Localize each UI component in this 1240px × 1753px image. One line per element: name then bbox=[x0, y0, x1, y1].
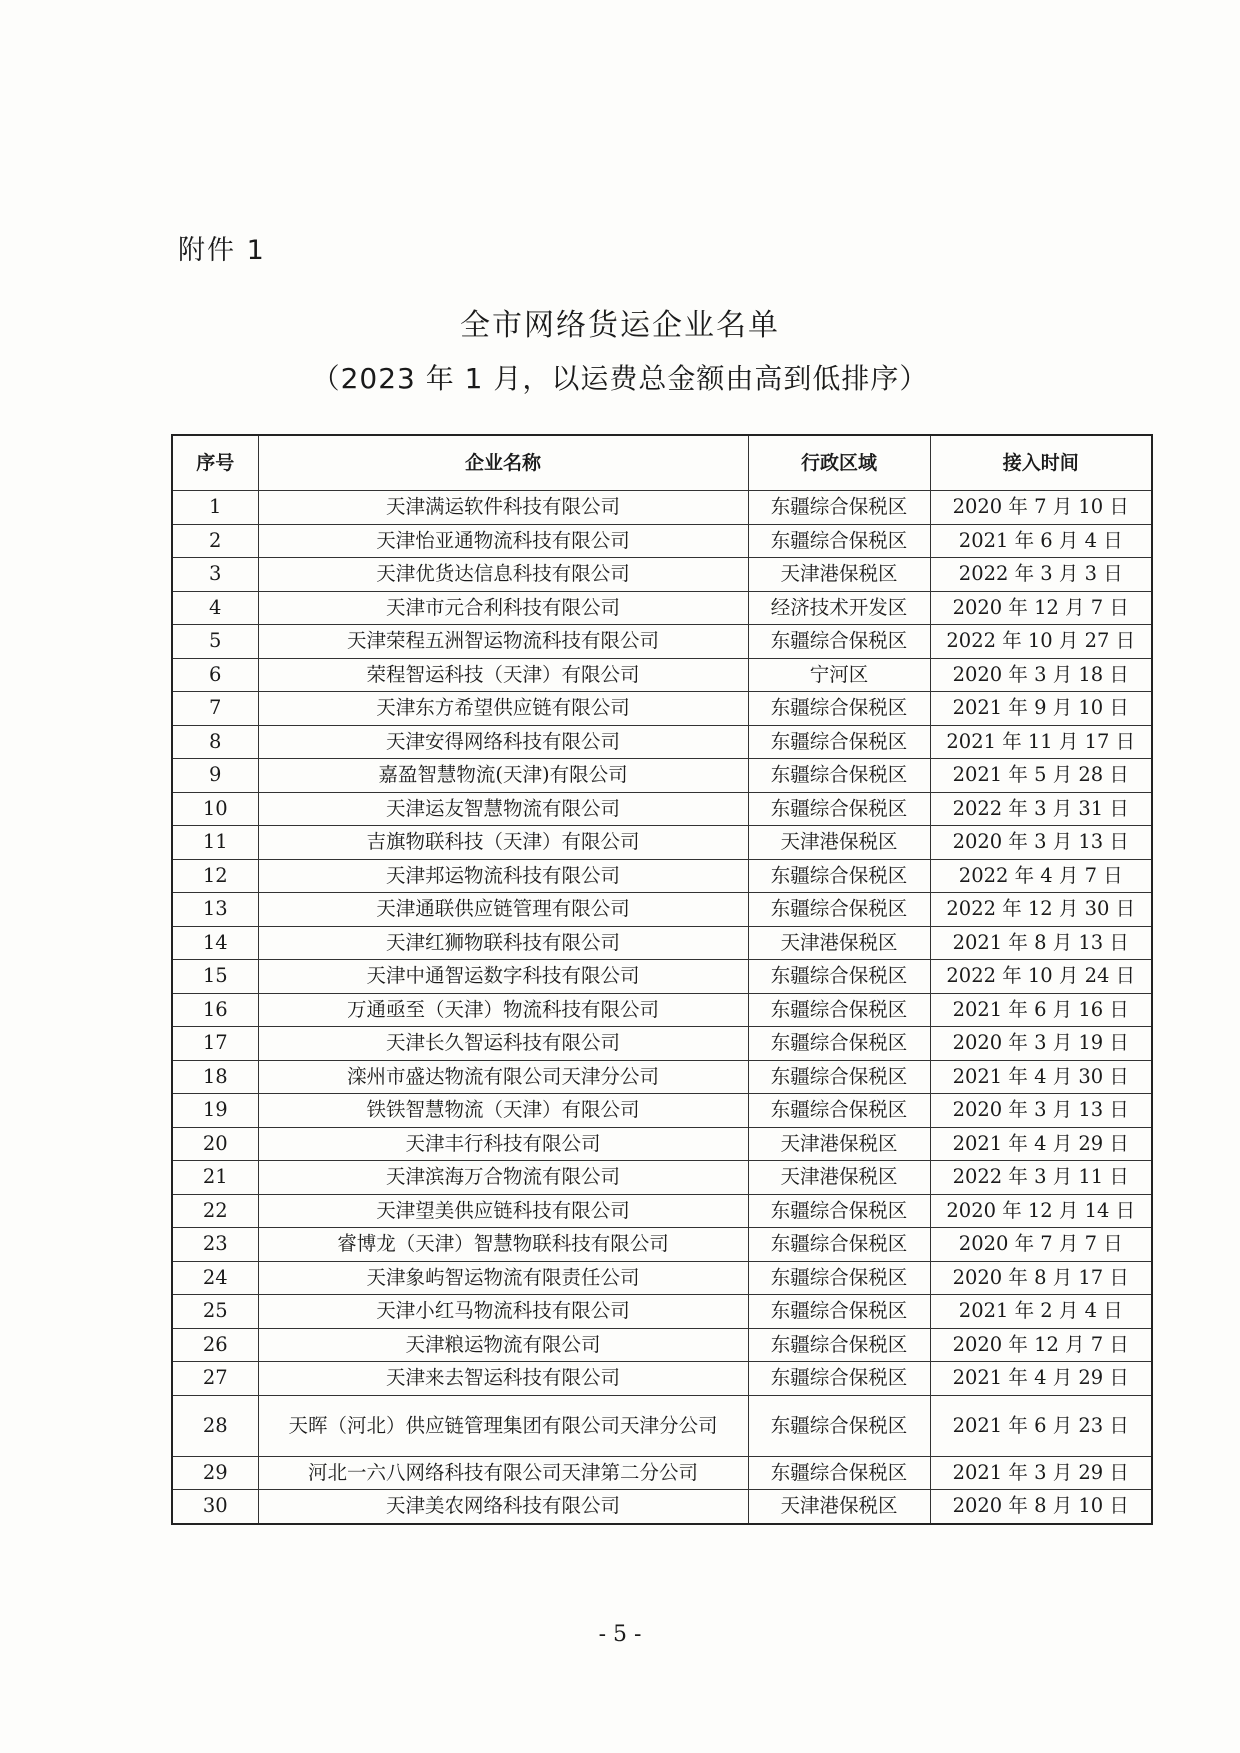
cell-company-name: 滦州市盛达物流有限公司天津分公司 bbox=[258, 1060, 748, 1094]
cell-company-name: 万通亟至（天津）物流科技有限公司 bbox=[258, 993, 748, 1027]
table-row bbox=[172, 893, 1152, 927]
cell-region: 天津港保税区 bbox=[748, 1490, 930, 1524]
cell-access-date: 2021 年 4 月 30 日 bbox=[930, 1060, 1152, 1094]
cell-index: 4 bbox=[172, 591, 258, 625]
cell-index: 1 bbox=[172, 491, 258, 525]
cell-region: 东疆综合保税区 bbox=[748, 1194, 930, 1228]
cell-index: 10 bbox=[172, 792, 258, 826]
cell-company-name: 铁铁智慧物流（天津）有限公司 bbox=[258, 1094, 748, 1128]
cell-company-name: 荣程智运科技（天津）有限公司 bbox=[258, 658, 748, 692]
cell-company-name: 天津通联供应链管理有限公司 bbox=[258, 893, 748, 927]
cell-region: 东疆综合保税区 bbox=[748, 960, 930, 994]
table-row bbox=[172, 591, 1152, 625]
cell-company-name: 天津丰行科技有限公司 bbox=[258, 1127, 748, 1161]
cell-region: 东疆综合保税区 bbox=[748, 625, 930, 659]
table-row bbox=[172, 960, 1152, 994]
cell-region: 东疆综合保税区 bbox=[748, 524, 930, 558]
cell-index: 19 bbox=[172, 1094, 258, 1128]
cell-access-date: 2021 年 3 月 29 日 bbox=[930, 1456, 1152, 1490]
cell-index: 3 bbox=[172, 558, 258, 592]
header-index: 序号 bbox=[172, 435, 258, 491]
cell-index: 27 bbox=[172, 1362, 258, 1396]
table-row bbox=[172, 1456, 1152, 1490]
cell-company-name: 天津滨海万合物流有限公司 bbox=[258, 1161, 748, 1195]
cell-index: 17 bbox=[172, 1027, 258, 1061]
cell-access-date: 2022 年 4 月 7 日 bbox=[930, 859, 1152, 893]
cell-index: 6 bbox=[172, 658, 258, 692]
cell-region: 东疆综合保税区 bbox=[748, 725, 930, 759]
cell-company-name: 天津红狮物联科技有限公司 bbox=[258, 926, 748, 960]
table-row bbox=[172, 1094, 1152, 1128]
cell-region: 东疆综合保税区 bbox=[748, 1456, 930, 1490]
cell-index: 9 bbox=[172, 759, 258, 793]
cell-region: 天津港保税区 bbox=[748, 1161, 930, 1195]
cell-access-date: 2020 年 3 月 19 日 bbox=[930, 1027, 1152, 1061]
cell-access-date: 2020 年 12 月 7 日 bbox=[930, 1328, 1152, 1362]
cell-region: 东疆综合保税区 bbox=[748, 1228, 930, 1262]
cell-region: 东疆综合保税区 bbox=[748, 1328, 930, 1362]
cell-access-date: 2021 年 8 月 13 日 bbox=[930, 926, 1152, 960]
cell-access-date: 2020 年 12 月 7 日 bbox=[930, 591, 1152, 625]
cell-index: 7 bbox=[172, 692, 258, 726]
cell-index: 11 bbox=[172, 826, 258, 860]
cell-region: 东疆综合保税区 bbox=[748, 1060, 930, 1094]
cell-company-name: 睿博龙（天津）智慧物联科技有限公司 bbox=[258, 1228, 748, 1262]
table-row bbox=[172, 1295, 1152, 1329]
cell-access-date: 2021 年 9 月 10 日 bbox=[930, 692, 1152, 726]
cell-region: 天津港保税区 bbox=[748, 558, 930, 592]
cell-access-date: 2020 年 7 月 10 日 bbox=[930, 491, 1152, 525]
cell-region: 经济技术开发区 bbox=[748, 591, 930, 625]
cell-index: 8 bbox=[172, 725, 258, 759]
table-body bbox=[172, 491, 1152, 1524]
cell-access-date: 2021 年 4 月 29 日 bbox=[930, 1362, 1152, 1396]
table-row bbox=[172, 1490, 1152, 1524]
cell-index: 16 bbox=[172, 993, 258, 1027]
table-row bbox=[172, 524, 1152, 558]
cell-index: 2 bbox=[172, 524, 258, 558]
cell-region: 宁河区 bbox=[748, 658, 930, 692]
cell-access-date: 2021 年 6 月 16 日 bbox=[930, 993, 1152, 1027]
cell-company-name: 天津市元合利科技有限公司 bbox=[258, 591, 748, 625]
table-row bbox=[172, 1261, 1152, 1295]
cell-region: 天津港保税区 bbox=[748, 926, 930, 960]
cell-index: 13 bbox=[172, 893, 258, 927]
cell-access-date: 2021 年 6 月 4 日 bbox=[930, 524, 1152, 558]
cell-region: 东疆综合保税区 bbox=[748, 1094, 930, 1128]
cell-access-date: 2020 年 8 月 10 日 bbox=[930, 1490, 1152, 1524]
cell-index: 26 bbox=[172, 1328, 258, 1362]
cell-access-date: 2020 年 7 月 7 日 bbox=[930, 1228, 1152, 1262]
table-row bbox=[172, 625, 1152, 659]
header-access-date: 接入时间 bbox=[930, 435, 1152, 491]
cell-index: 12 bbox=[172, 859, 258, 893]
table-row bbox=[172, 759, 1152, 793]
cell-company-name: 天津东方希望供应链有限公司 bbox=[258, 692, 748, 726]
cell-index: 24 bbox=[172, 1261, 258, 1295]
cell-region: 东疆综合保税区 bbox=[748, 491, 930, 525]
cell-company-name: 天津长久智运科技有限公司 bbox=[258, 1027, 748, 1061]
table-row bbox=[172, 692, 1152, 726]
cell-index: 28 bbox=[172, 1395, 258, 1456]
cell-company-name: 天津运友智慧物流有限公司 bbox=[258, 792, 748, 826]
cell-access-date: 2020 年 3 月 13 日 bbox=[930, 1094, 1152, 1128]
cell-region: 天津港保税区 bbox=[748, 826, 930, 860]
cell-index: 5 bbox=[172, 625, 258, 659]
table-row bbox=[172, 1127, 1152, 1161]
cell-company-name: 嘉盈智慧物流(天津)有限公司 bbox=[258, 759, 748, 793]
table-row bbox=[172, 926, 1152, 960]
cell-company-name: 天津粮运物流有限公司 bbox=[258, 1328, 748, 1362]
cell-index: 14 bbox=[172, 926, 258, 960]
cell-company-name: 天津安得网络科技有限公司 bbox=[258, 725, 748, 759]
page-subtitle: （2023 年 1 月，以运费总金额由高到低排序） bbox=[311, 362, 929, 395]
cell-access-date: 2022 年 10 月 24 日 bbox=[930, 960, 1152, 994]
cell-region: 东疆综合保税区 bbox=[748, 859, 930, 893]
cell-region: 东疆综合保税区 bbox=[748, 759, 930, 793]
cell-company-name: 天津怡亚通物流科技有限公司 bbox=[258, 524, 748, 558]
cell-region: 天津港保税区 bbox=[748, 1127, 930, 1161]
attachment-label: 附件 1 bbox=[178, 235, 266, 266]
cell-access-date: 2020 年 3 月 13 日 bbox=[930, 826, 1152, 860]
cell-access-date: 2022 年 3 月 11 日 bbox=[930, 1161, 1152, 1195]
cell-company-name: 天津小红马物流科技有限公司 bbox=[258, 1295, 748, 1329]
cell-company-name: 天晖（河北）供应链管理集团有限公司天津分公司 bbox=[258, 1395, 748, 1456]
cell-company-name: 天津中通智运数字科技有限公司 bbox=[258, 960, 748, 994]
table-row bbox=[172, 1362, 1152, 1396]
table-row bbox=[172, 1395, 1152, 1456]
table-row bbox=[172, 1161, 1152, 1195]
cell-index: 15 bbox=[172, 960, 258, 994]
cell-index: 25 bbox=[172, 1295, 258, 1329]
cell-region: 东疆综合保税区 bbox=[748, 1362, 930, 1396]
table-row bbox=[172, 1027, 1152, 1061]
cell-access-date: 2021 年 6 月 23 日 bbox=[930, 1395, 1152, 1456]
table-row bbox=[172, 826, 1152, 860]
cell-company-name: 天津来去智运科技有限公司 bbox=[258, 1362, 748, 1396]
table-row bbox=[172, 558, 1152, 592]
table-row bbox=[172, 859, 1152, 893]
cell-index: 22 bbox=[172, 1194, 258, 1228]
cell-region: 东疆综合保税区 bbox=[748, 993, 930, 1027]
cell-access-date: 2022 年 3 月 3 日 bbox=[930, 558, 1152, 592]
cell-index: 20 bbox=[172, 1127, 258, 1161]
cell-access-date: 2020 年 12 月 14 日 bbox=[930, 1194, 1152, 1228]
table-row bbox=[172, 1060, 1152, 1094]
cell-region: 东疆综合保税区 bbox=[748, 1027, 930, 1061]
cell-region: 东疆综合保税区 bbox=[748, 1395, 930, 1456]
page-title: 全市网络货运企业名单 bbox=[460, 308, 780, 343]
cell-company-name: 天津望美供应链科技有限公司 bbox=[258, 1194, 748, 1228]
cell-access-date: 2020 年 3 月 18 日 bbox=[930, 658, 1152, 692]
cell-region: 东疆综合保税区 bbox=[748, 1261, 930, 1295]
cell-region: 东疆综合保税区 bbox=[748, 1295, 930, 1329]
table-row bbox=[172, 725, 1152, 759]
header-region: 行政区域 bbox=[748, 435, 930, 491]
cell-index: 30 bbox=[172, 1490, 258, 1524]
header-company-name: 企业名称 bbox=[258, 435, 748, 491]
cell-access-date: 2022 年 10 月 27 日 bbox=[930, 625, 1152, 659]
table-row bbox=[172, 1228, 1152, 1262]
cell-access-date: 2022 年 12 月 30 日 bbox=[930, 893, 1152, 927]
table-row bbox=[172, 1194, 1152, 1228]
cell-company-name: 河北一六八网络科技有限公司天津第二分公司 bbox=[258, 1456, 748, 1490]
cell-company-name: 天津象屿智运物流有限责任公司 bbox=[258, 1261, 748, 1295]
page-number: - 5 - bbox=[598, 1622, 642, 1647]
table-row bbox=[172, 993, 1152, 1027]
cell-company-name: 天津优货达信息科技有限公司 bbox=[258, 558, 748, 592]
cell-access-date: 2020 年 8 月 17 日 bbox=[930, 1261, 1152, 1295]
table-row bbox=[172, 491, 1152, 525]
cell-access-date: 2021 年 2 月 4 日 bbox=[930, 1295, 1152, 1329]
enterprise-table bbox=[171, 434, 1153, 1525]
cell-access-date: 2021 年 11 月 17 日 bbox=[930, 725, 1152, 759]
table-header-row bbox=[172, 435, 1152, 491]
cell-index: 18 bbox=[172, 1060, 258, 1094]
cell-company-name: 天津荣程五洲智运物流科技有限公司 bbox=[258, 625, 748, 659]
cell-region: 东疆综合保税区 bbox=[748, 792, 930, 826]
table-row bbox=[172, 792, 1152, 826]
cell-access-date: 2021 年 5 月 28 日 bbox=[930, 759, 1152, 793]
cell-index: 29 bbox=[172, 1456, 258, 1490]
cell-region: 东疆综合保税区 bbox=[748, 692, 930, 726]
table-row bbox=[172, 1328, 1152, 1362]
cell-index: 21 bbox=[172, 1161, 258, 1195]
cell-access-date: 2021 年 4 月 29 日 bbox=[930, 1127, 1152, 1161]
table-row bbox=[172, 658, 1152, 692]
cell-company-name: 天津邦运物流科技有限公司 bbox=[258, 859, 748, 893]
cell-access-date: 2022 年 3 月 31 日 bbox=[930, 792, 1152, 826]
cell-region: 东疆综合保税区 bbox=[748, 893, 930, 927]
cell-index: 23 bbox=[172, 1228, 258, 1262]
cell-company-name: 天津满运软件科技有限公司 bbox=[258, 491, 748, 525]
cell-company-name: 天津美农网络科技有限公司 bbox=[258, 1490, 748, 1524]
cell-company-name: 吉旗物联科技（天津）有限公司 bbox=[258, 826, 748, 860]
